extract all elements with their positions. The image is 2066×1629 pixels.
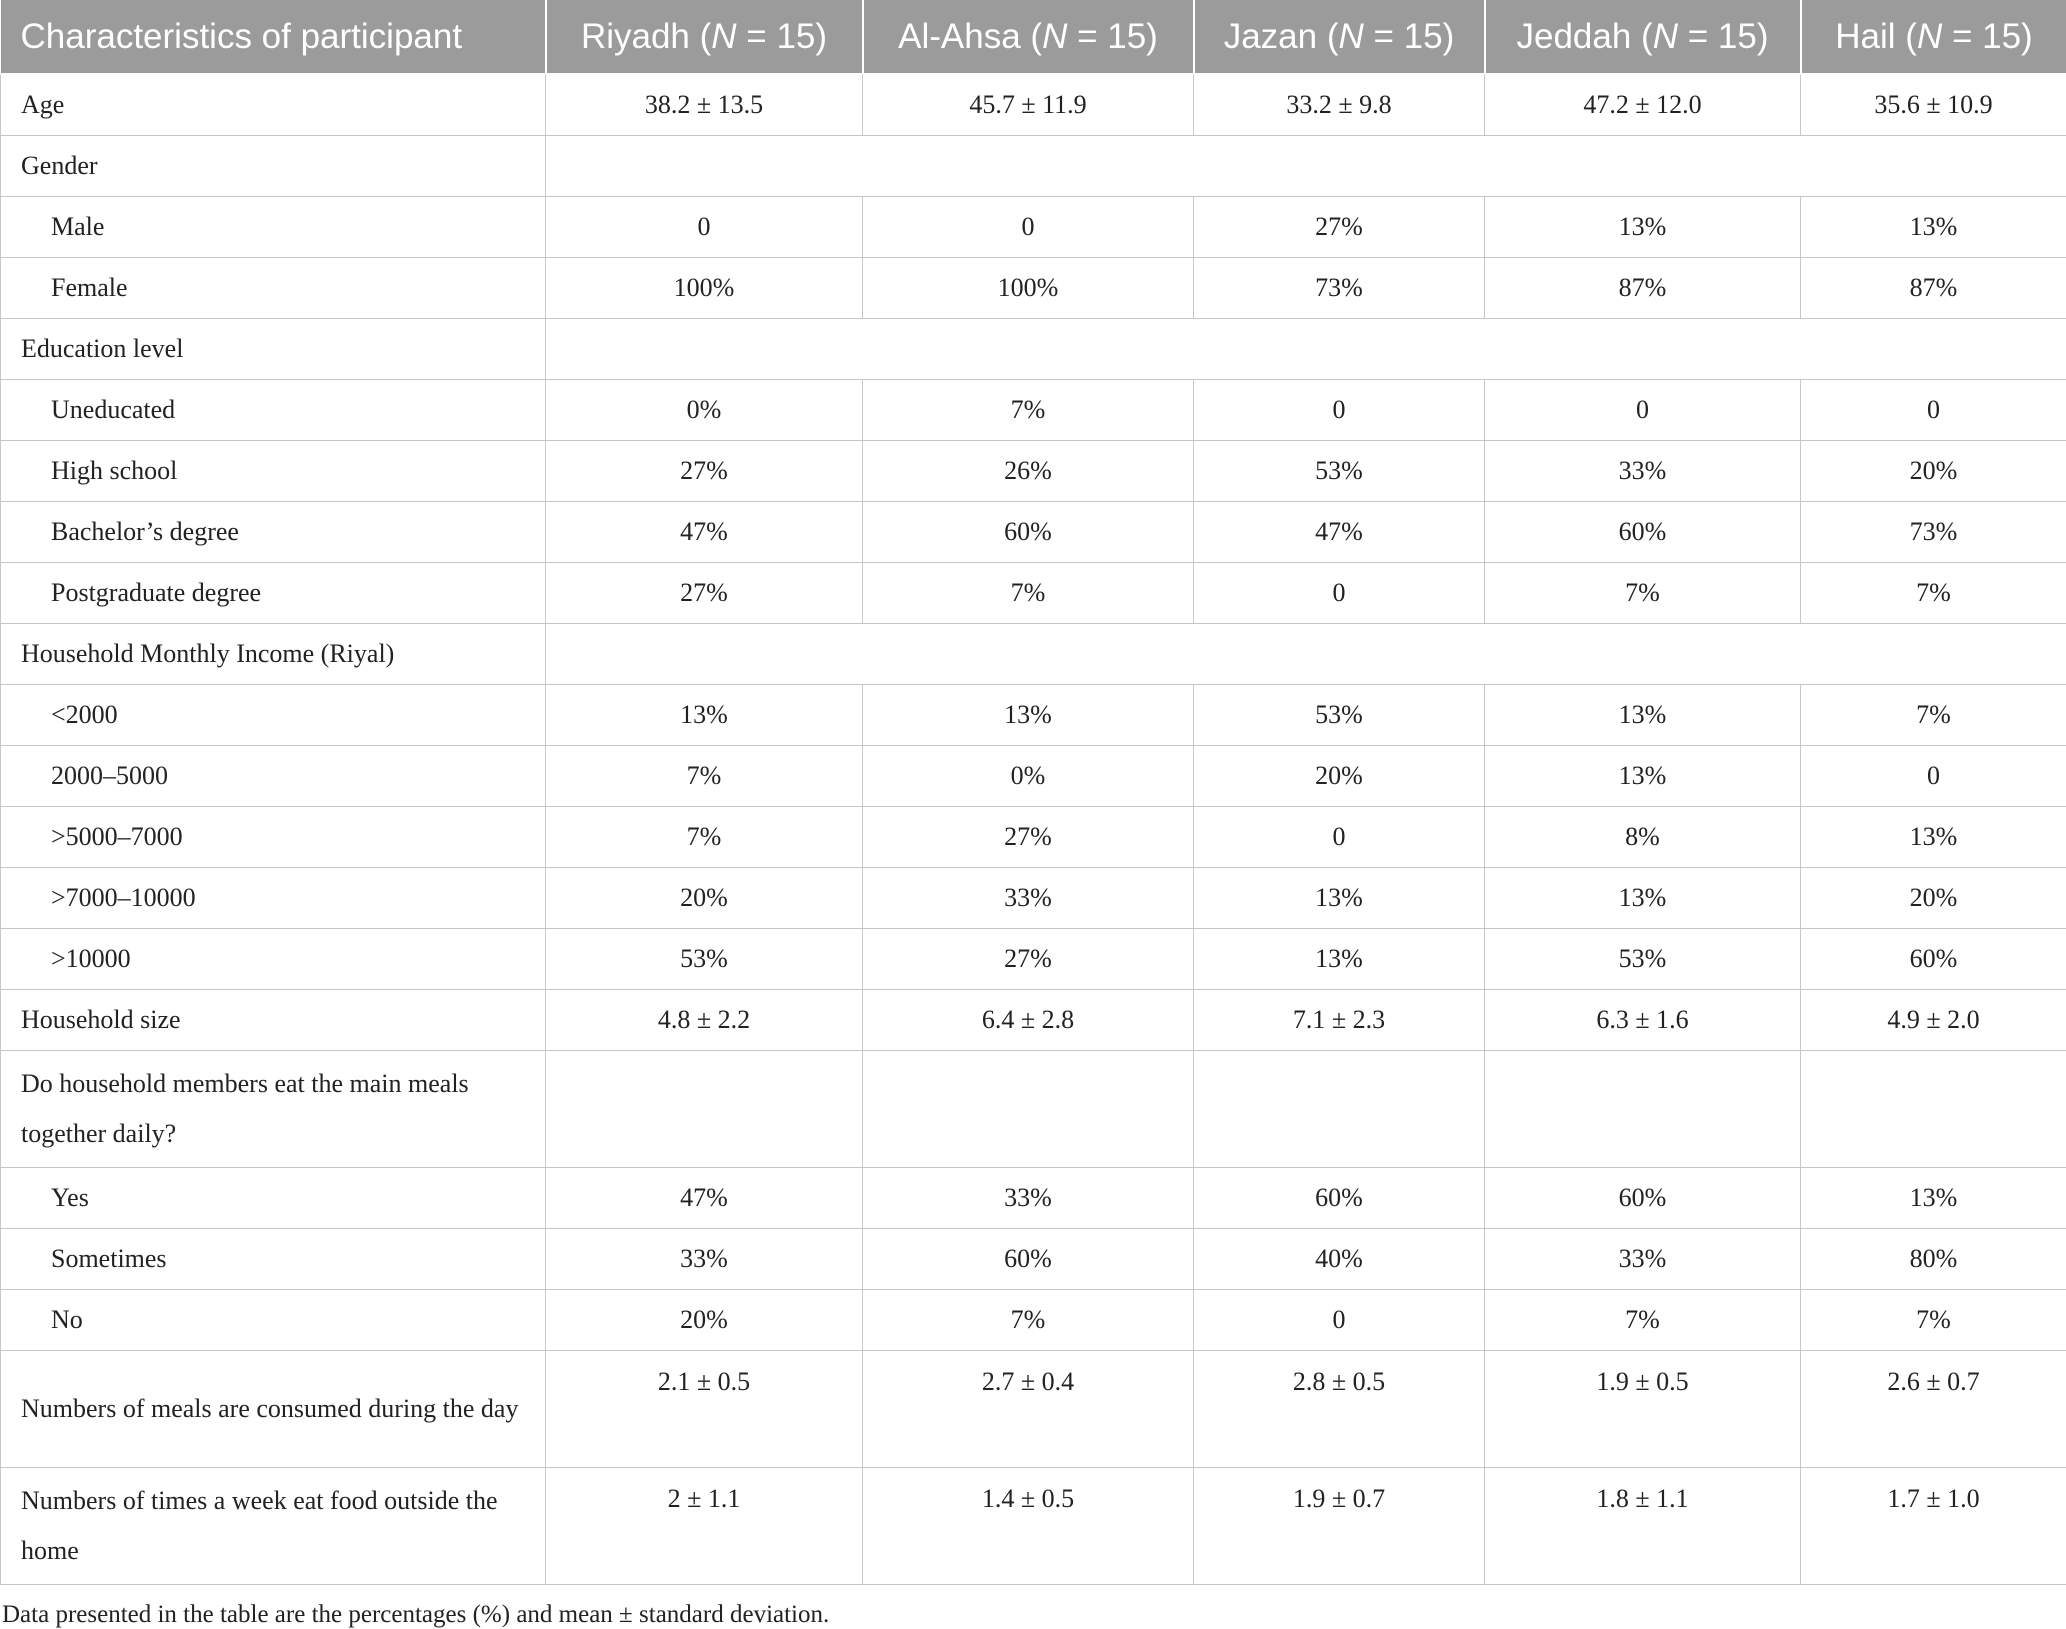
table-cell: 38.2 ± 13.5 [546,74,863,136]
table-row [1,380,2066,441]
section-spacer-cell [546,624,2066,685]
row-label: Household Monthly Income (Riyal) [1,624,546,685]
table-cell: 27% [1194,197,1485,258]
table-row [1,990,2066,1051]
table-cell: 0 [1194,380,1485,441]
row-label: Numbers of meals are consumed during the day [1,1351,546,1468]
section-spacer-cell [546,319,2066,380]
table-cell: 53% [546,929,863,990]
table-row [1,1229,2066,1290]
table-cell: 13% [546,685,863,746]
table-row [1,746,2066,807]
table-cell: 33% [863,1168,1194,1229]
table-cell: 13% [1194,929,1485,990]
table-cell: 20% [1194,746,1485,807]
table-cell: 13% [1485,868,1801,929]
row-label: Bachelor’s degree [1,502,546,563]
table-cell: 6.3 ± 1.6 [1485,990,1801,1051]
table-cell: 1.9 ± 0.5 [1485,1351,1801,1468]
row-label: Education level [1,319,546,380]
table-row [1,74,2066,136]
section-row [1,624,2066,685]
row-label: Yes [1,1168,546,1229]
table-cell: 45.7 ± 11.9 [863,74,1194,136]
table-cell: 35.6 ± 10.9 [1801,74,2066,136]
table-cell: 33% [1485,1229,1801,1290]
table-cell: 20% [1801,868,2066,929]
row-label: No [1,1290,546,1351]
table-cell: 4.8 ± 2.2 [546,990,863,1051]
header-characteristics: Characteristics of participant [1,0,546,74]
table-cell: 33% [863,868,1194,929]
table-cell: 7% [863,1290,1194,1351]
table-cell: 13% [1485,746,1801,807]
row-label: Female [1,258,546,319]
row-label: >5000–7000 [1,807,546,868]
table-cell: 1.9 ± 0.7 [1194,1468,1485,1585]
table-cell: 0% [863,746,1194,807]
table-cell: 33% [546,1229,863,1290]
table-cell: 8% [1485,807,1801,868]
row-label: High school [1,441,546,502]
table-cell: 100% [863,258,1194,319]
table-cell: 20% [1801,441,2066,502]
table-cell: 0 [1194,1290,1485,1351]
table-cell: 60% [863,1229,1194,1290]
table-cell: 0 [1801,380,2066,441]
table-body [1,74,2066,1585]
row-label: Sometimes [1,1229,546,1290]
row-label: Household size [1,990,546,1051]
table-cell: 1.8 ± 1.1 [1485,1468,1801,1585]
table-cell: 27% [546,563,863,624]
table-row [1,868,2066,929]
table-cell: 7% [863,380,1194,441]
table-cell: 33% [1485,441,1801,502]
table-cell: 13% [1801,1168,2066,1229]
table-cell: 87% [1485,258,1801,319]
table-cell: 7% [546,746,863,807]
table-cell: 7% [1485,563,1801,624]
table-cell: 0 [1194,807,1485,868]
table-row [1,441,2066,502]
table-cell: 7.1 ± 2.3 [1194,990,1485,1051]
table-cell: 0 [1485,380,1801,441]
row-label: Postgraduate degree [1,563,546,624]
row-label: 2000–5000 [1,746,546,807]
table-row [1,197,2066,258]
table-cell: 60% [863,502,1194,563]
table-cell: 2.6 ± 0.7 [1801,1351,2066,1468]
table-row [1,1290,2066,1351]
table-cell: 1.7 ± 1.0 [1801,1468,2066,1585]
table-row [1,685,2066,746]
table-cell [1801,1051,2066,1168]
row-label: Male [1,197,546,258]
table-row [1,1168,2066,1229]
table-cell: 7% [1485,1290,1801,1351]
row-label: >7000–10000 [1,868,546,929]
row-label: Do household members eat the main meals together daily? [1,1051,546,1168]
table-cell: 27% [863,929,1194,990]
table-cell: 47% [1194,502,1485,563]
section-row [1,136,2066,197]
table-cell: 40% [1194,1229,1485,1290]
table-cell: 20% [546,868,863,929]
table-cell: 100% [546,258,863,319]
table-cell: 60% [1194,1168,1485,1229]
table-cell: 0 [863,197,1194,258]
table-cell: 7% [863,563,1194,624]
table-cell [546,1051,863,1168]
table-row [1,1351,2066,1468]
row-label: Uneducated [1,380,546,441]
row-label: <2000 [1,685,546,746]
header-city-1: Riyadh (N = 15) [546,0,863,74]
section-spacer-cell [546,136,2066,197]
table-cell: 7% [1801,1290,2066,1351]
table-cell: 2.1 ± 0.5 [546,1351,863,1468]
table-cell: 26% [863,441,1194,502]
table-cell: 0 [546,197,863,258]
table-cell: 2.7 ± 0.4 [863,1351,1194,1468]
table-cell [1485,1051,1801,1168]
table-cell: 27% [546,441,863,502]
table-cell: 13% [863,685,1194,746]
row-label: >10000 [1,929,546,990]
table-cell: 13% [1485,197,1801,258]
table-cell: 0 [1801,746,2066,807]
table-cell: 33.2 ± 9.8 [1194,74,1485,136]
row-label: Numbers of times a week eat food outside the home [1,1468,546,1585]
table-row [1,1051,2066,1168]
table-cell: 13% [1194,868,1485,929]
table-footnote: Data presented in the table are the percentages (%) and mean ± standard deviation. [0,1601,2066,1629]
table-cell: 7% [1801,685,2066,746]
table-cell: 60% [1801,929,2066,990]
table-cell [1194,1051,1485,1168]
table-cell: 80% [1801,1229,2066,1290]
table-row [1,563,2066,624]
table-cell: 4.9 ± 2.0 [1801,990,2066,1051]
table-row [1,502,2066,563]
section-row [1,319,2066,380]
table-cell: 73% [1801,502,2066,563]
table-cell: 0% [546,380,863,441]
table-cell: 53% [1194,685,1485,746]
table-cell: 2 ± 1.1 [546,1468,863,1585]
table-cell: 13% [1485,685,1801,746]
table-cell: 2.8 ± 0.5 [1194,1351,1485,1468]
row-label: Age [1,74,546,136]
table-row [1,807,2066,868]
header-city-2: Al-Ahsa (N = 15) [863,0,1194,74]
table-row [1,258,2066,319]
table-row [1,929,2066,990]
table-header [1,0,2066,74]
table-cell: 7% [546,807,863,868]
table-cell: 73% [1194,258,1485,319]
header-city-4: Jeddah (N = 15) [1485,0,1801,74]
table-cell: 60% [1485,502,1801,563]
header-city-3: Jazan (N = 15) [1194,0,1485,74]
table-cell: 1.4 ± 0.5 [863,1468,1194,1585]
table-cell: 6.4 ± 2.8 [863,990,1194,1051]
table-cell: 60% [1485,1168,1801,1229]
header-row [1,0,2066,74]
table-cell: 20% [546,1290,863,1351]
table-cell: 13% [1801,807,2066,868]
table-cell [863,1051,1194,1168]
table-cell: 53% [1194,441,1485,502]
table-cell: 47% [546,1168,863,1229]
table-cell: 0 [1194,563,1485,624]
table-cell: 47.2 ± 12.0 [1485,74,1801,136]
table-cell: 27% [863,807,1194,868]
row-label: Gender [1,136,546,197]
table-cell: 47% [546,502,863,563]
table-cell: 7% [1801,563,2066,624]
header-city-5: Hail (N = 15) [1801,0,2066,74]
table-cell: 87% [1801,258,2066,319]
table-cell: 13% [1801,197,2066,258]
table-row [1,1468,2066,1585]
table-cell: 53% [1485,929,1801,990]
